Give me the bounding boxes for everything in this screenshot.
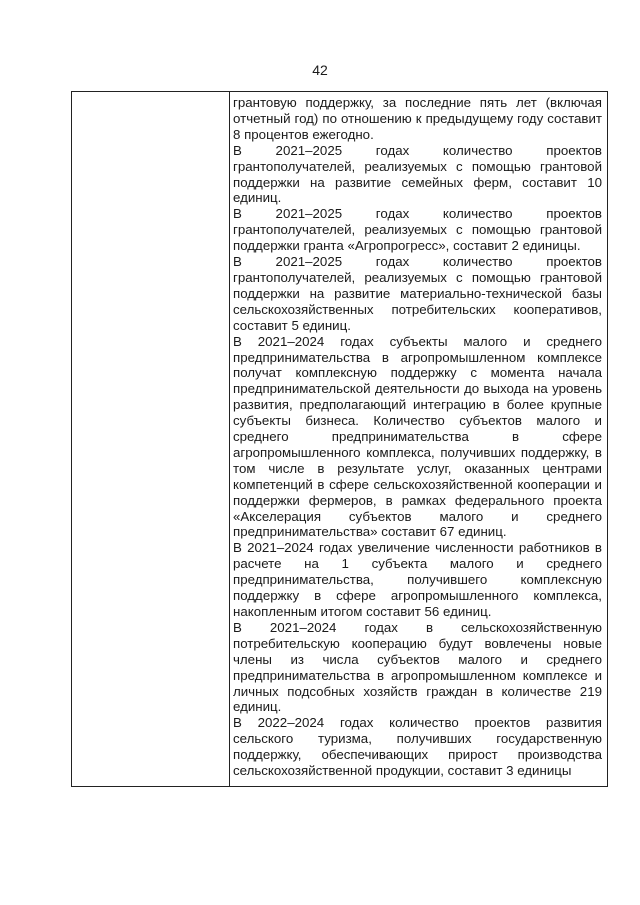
document-table: [71, 91, 608, 787]
paragraph-sme-support: В 2021–2024 годах субъекты малого и среднего предпринимательства в агропромышленном комплексе получат комплексную поддержку с момента начала предпринимательской деятельности до выхода на уровень развития, предполагающий интеграцию в более крупные субъекты бизнеса. Количество субъектов малого и среднего предпринимательства в сфере агропромышленного комплекса, получивших поддержку, в том числе в результате услуг, оказанных центрами компетенций в сфере сельскохозяйственной кооперации и поддержки фермеров, в рамках федерального проекта «Акселерация субъектов малого и среднего предпринимательства» составит 67 единиц.: [233, 333, 602, 540]
paragraph-rural-tourism: В 2022–2024 годах количество проектов развития сельского туризма, получивших государственную поддержку, обеспечивающих прирост производства сельскохозяйственной продукции, составит 3 единицы: [233, 715, 602, 779]
table-left-cell: [72, 92, 230, 786]
paragraph-cooperatives-base: В 2021–2025 годах количество проектов грантополучателей, реализуемых с помощью грантовой поддержки на развитие материально-технической базы сельскохозяйственных потребительских кооперативов, составит 5 единиц.: [233, 254, 602, 333]
paragraph-new-members: В 2021–2024 годах в сельскохозяйственную потребительскую кооперацию будут вовлечены новые члены из числа субъектов малого и среднего предпринимательства в агропромышленном комплексе и личных подсобных хозяйств граждан в количестве 219 единиц.: [233, 619, 602, 715]
paragraph-agroprogress: В 2021–2025 годах количество проектов грантополучателей, реализуемых с помощью грантовой поддержки гранта «Агропрогресс», составит 2 единицы.: [233, 206, 602, 254]
paragraph-employee-growth: В 2021–2024 годах увеличение численности работников в расчете на 1 субъекта малого и среднего предпринимательства, получившего комплексную поддержку в сфере агропромышленного комплекса, накопленным итогом составит 56 единиц.: [233, 540, 602, 619]
page-number: 42: [312, 62, 328, 78]
paragraph-grant-support-growth: грантовую поддержку, за последние пять лет (включая отчетный год) по отношению к предыдущему году составит 8 процентов ежегодно.: [233, 95, 602, 142]
table-right-cell: [230, 92, 607, 786]
paragraph-family-farms: В 2021–2025 годах количество проектов грантополучателей, реализуемых с помощью грантовой поддержки на развитие семейных ферм, составит 10 единиц.: [233, 142, 602, 206]
